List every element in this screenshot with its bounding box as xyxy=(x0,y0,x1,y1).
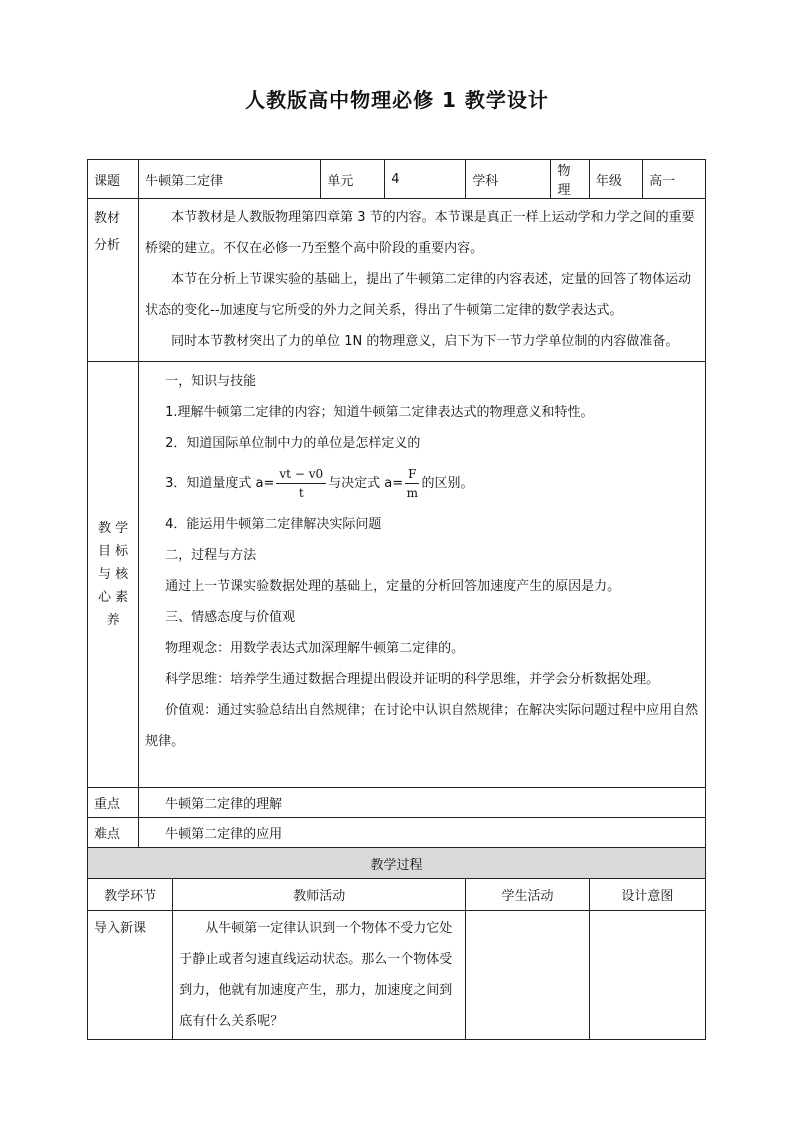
page-title: 人教版高中物理必修 1 教学设计 xyxy=(245,88,549,112)
goals-row xyxy=(88,362,706,788)
process-student xyxy=(466,911,590,1040)
formula-fraction: $\frac{F}{m}$ xyxy=(406,467,418,500)
grade-label: 年级 xyxy=(589,160,642,199)
process-heading: 教学过程 xyxy=(88,848,706,879)
process-teacher: 从牛顿第一定律认识到一个物体不受力它处于静止或者匀速直线运动状态。那么一个物体受到力，他就有加速度产生，那力，加速度之间到底有什么关系呢？ xyxy=(173,911,466,1040)
goals-text: 物理观念：用数学表达式加深理解牛顿第二定律的。 xyxy=(165,641,465,656)
process-heading-row xyxy=(88,848,706,879)
difficulty-row xyxy=(88,818,706,848)
subject-value: 物理 xyxy=(551,160,589,199)
goals-item: 1.理解牛顿第二定律的内容；知道牛顿第二定律表达式的物理意义和特性。 xyxy=(165,405,594,420)
goals-content xyxy=(139,362,706,788)
header-row xyxy=(88,160,706,199)
analysis-content xyxy=(139,199,706,362)
process-row xyxy=(88,911,706,1040)
goals-item: 4．能运用牛顿第二定律解决实际问题 xyxy=(165,517,382,532)
goals-item-formula: 3．知道量度式 a= $\frac{vt - v0}{t}$ 与决定式 a= $\frac{F}{m}$ 的区别。 xyxy=(165,467,474,500)
analysis-row xyxy=(88,199,706,362)
unit-label: 单元 xyxy=(321,160,385,199)
analysis-paragraph: 本节在分析上节课实验的基础上，提出了牛顿第二定律的内容表述，定量的回答了物体运动状态的变化--加速度与它所受的外力之间关系，得出了牛顿第二定律的数学表达式。 xyxy=(145,272,692,318)
difficulty-value: 牛顿第二定律的应用 xyxy=(139,818,706,848)
subject-label: 学科 xyxy=(466,160,551,199)
unit-value: 4 xyxy=(385,160,466,199)
goals-item: 2．知道国际单位制中力的单位是怎样定义的 xyxy=(165,436,421,451)
key-point-label: 重点 xyxy=(88,788,139,818)
formula-fraction: $\frac{vt - v0}{t}$ xyxy=(276,465,326,502)
goals-text: 科学思维：培养学生通过数据合理提出假设并证明的科学思维，并学会分析数据处理。 xyxy=(165,672,660,687)
analysis-label: 教材 分析 xyxy=(88,199,139,362)
key-point-row xyxy=(88,788,706,818)
process-intent xyxy=(589,911,705,1040)
process-stage: 导入新课 xyxy=(88,911,173,1040)
goals-heading: 二，过程与方法 xyxy=(165,548,257,563)
difficulty-label: 难点 xyxy=(88,818,139,848)
col-teacher: 教师活动 xyxy=(173,879,466,911)
col-intent: 设计意图 xyxy=(589,879,705,911)
topic-value: 牛顿第二定律 xyxy=(139,160,321,199)
goals-heading: 三、情感态度与价值观 xyxy=(165,610,296,625)
process-columns-row xyxy=(88,879,706,911)
key-point-value: 牛顿第二定律的理解 xyxy=(139,788,706,818)
analysis-paragraph: 本节教材是人教版物理第四章第 3 节的内容。本节课是真正一样上运动学和力学之间的重要桥梁的建立。不仅在必修一乃至整个高中阶段的重要内容。 xyxy=(145,210,695,256)
lesson-plan-table xyxy=(87,159,706,1040)
analysis-paragraph: 同时本节教材突出了力的单位 1N 的物理意义，启下为下一节力学单位制的内容做准备。 xyxy=(171,334,679,349)
col-student: 学生活动 xyxy=(466,879,590,911)
grade-value: 高一 xyxy=(643,160,706,199)
col-stage: 教学环节 xyxy=(88,879,173,911)
goals-text: 价值观：通过实验总结出自然规律；在讨论中认识自然规律；在解决实际问题过程中应用自然规律。 xyxy=(145,703,699,749)
goals-label: 教 学 目 标 与 核 心 素 养 xyxy=(88,362,139,788)
goals-text: 通过上一节课实验数据处理的基础上，定量的分析回答加速度产生的原因是力。 xyxy=(165,579,621,594)
topic-label: 课题 xyxy=(88,160,139,199)
goals-heading: 一，知识与技能 xyxy=(165,374,257,389)
